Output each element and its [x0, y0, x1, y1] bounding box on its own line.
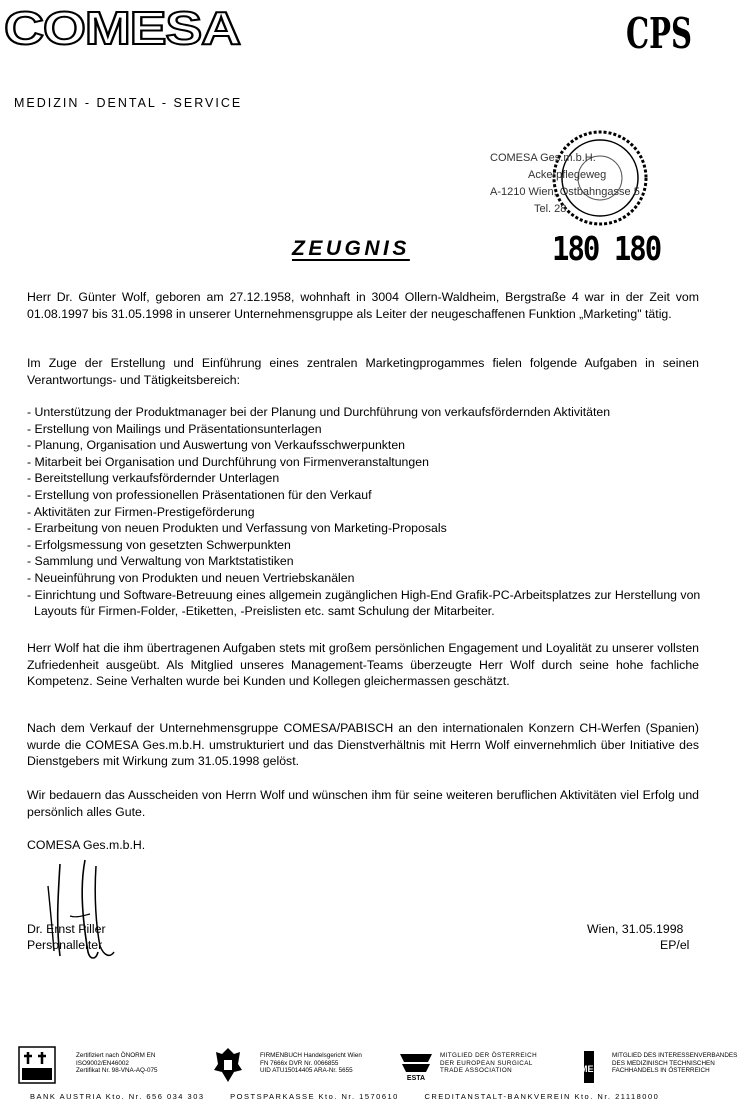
company-tagline: MEDIZIN - DENTAL - SERVICE: [14, 96, 243, 110]
registry-line: FN 7666x DVR Nr. 0066855: [260, 1059, 339, 1067]
tasks-intro-paragraph: Im Zuge der Erstellung und Einführung eines zentralen Marketingprogammes fielen folgende Aufgaben in seinen Verantwortungs- und Tätigkeitsbereich:: [27, 356, 699, 387]
stamp-number: 180 180: [552, 229, 661, 269]
imeo-text: [612, 1052, 750, 1075]
bank-detail: CREDITANSTALT-BANKVEREIN Kto. Nr. 21118000: [424, 1092, 660, 1101]
stamp-line: Tel. 28: [534, 203, 567, 215]
assessment-paragraph: Herr Wolf hat die ihm übertragenen Aufgaben stets mit großem persönlichen Engagement und Loyalität zu unserer vollsten Zufriedenheit ausgeübt. Als Mitglied unseres Management-Teams überzeugte Herr Wolf durch seine hohe fachliche Kompetenz. Seine Verhalten wurde bei Kunden und Kollegen gleichermassen geschätzt.: [27, 641, 699, 689]
sale-paragraph: Nach dem Verkauf der Unternehmensgruppe COMESA/PABISCH an den internationalen Konzern CH-Werfen (Spanien) wurde die COMESA Ges.m.b.H. umstrukturiert und das Dienstverhältnis mit Herrn Wolf einvernehmlich über Initiative des Dienstgebers mit Wirkung zum 31.05.1998 gelöst.: [27, 721, 699, 769]
task-item: - Aktivitäten zur Firmen-Prestigeförderung: [27, 504, 255, 519]
place-date: Wien, 31.05.1998: [587, 922, 684, 936]
signer-name: Dr. Ernst Piller: [27, 922, 106, 936]
registry-line: FIRMENBUCH Handelsgericht Wien: [260, 1052, 362, 1059]
membership-line: DER EUROPEAN SURGICAL: [440, 1059, 533, 1067]
stamp-line: A-1210 Wien, Ostbahngasse 5: [490, 186, 640, 198]
imeo-line: DES MEDIZINISCH TECHNISCHEN: [612, 1059, 715, 1067]
bank-details-row: [30, 1092, 750, 1101]
cert-line: Zertifikat Nr. 98-VNA-AQ-075: [76, 1067, 158, 1074]
certification-text: [76, 1052, 196, 1075]
registry-line: UID ATU15014405 ARA-Nr. 5655: [260, 1067, 353, 1074]
imeo-logo-icon: [572, 1050, 606, 1084]
esta-logo-icon: [398, 1052, 434, 1082]
imeo-logo-label: IMEO: [577, 1064, 601, 1074]
task-item: - Einrichtung und Software-Betreuung eines allgemein zugänglichen High-End Grafik-PC-Arbeitsplatzes zur Herstellung von Layouts für Firmen-Folder, -Etiketten, -Preislisten etc. samt Schulung der Mitarbeiter.: [27, 587, 701, 619]
esta-logo-label: ESTA: [406, 1075, 426, 1082]
cps-logo: [624, 2, 694, 56]
task-item: - Mitarbeit bei Organisation und Durchführung von Firmenveranstaltungen: [27, 454, 429, 469]
membership-text: [440, 1052, 552, 1075]
task-item: - Erstellung von professionellen Präsentationen für den Verkauf: [27, 487, 372, 502]
imeo-line: FACHHANDELS IN ÖSTERREICH: [612, 1067, 710, 1074]
stamp-line: Ackerpflegeweg: [528, 169, 607, 181]
task-list: [27, 404, 717, 620]
stamp-address: [490, 150, 690, 218]
coat-of-arms-icon: [212, 1046, 244, 1084]
task-item: - Neueinführung von Produkten und neuen Vertriebskanälen: [27, 570, 355, 585]
imeo-line: MITGLIED DES INTERESSENVERBANDES: [612, 1052, 738, 1059]
task-item: - Planung, Organisation und Auswertung von Verkaufsschwerpunkten: [27, 438, 406, 453]
membership-line: TRADE ASSOCIATION: [440, 1067, 513, 1074]
registry-text: [260, 1052, 385, 1075]
intro-paragraph: Herr Dr. Günter Wolf, geboren am 27.12.1958, wohnhaft in 3004 Ollern-Waldheim, Bergstraße 4 war in der Zeit vom 01.08.1997 bis 31.05.1998 in unserer Unternehmensgruppe als Leiter der neugeschaffenen Funktion „Marketing" tätig.: [27, 290, 699, 321]
task-item: - Erarbeitung von neuen Produkten und Verfassung von Marketing-Proposals: [27, 521, 447, 536]
svg-text:COMESA: COMESA: [4, 2, 240, 54]
bank-detail: POSTSPARKASSE Kto. Nr. 1570610: [230, 1092, 399, 1101]
task-item: - Erstellung von Mailings und Präsentationsunterlagen: [27, 421, 322, 436]
stamp-line: COMESA Ges.m.b.H.: [490, 152, 596, 164]
task-item: - Erfolgsmessung von gesetzten Schwerpunkten: [27, 537, 291, 552]
signer-role: Personalleiter: [27, 938, 103, 952]
cert-line: ISO9002/EN46002: [76, 1059, 129, 1067]
closing-company: COMESA Ges.m.b.H.: [27, 838, 146, 852]
bank-detail: BANK AUSTRIA Kto. Nr. 656 034 303: [30, 1092, 205, 1101]
svg-text:CPS: CPS: [626, 9, 692, 58]
comesa-logo: [2, 2, 242, 54]
certification-icon: [18, 1046, 56, 1084]
reference-initials: EP/el: [660, 938, 690, 952]
task-item: - Unterstützung der Produktmanager bei der Planung und Durchführung von verkaufsfördernden Aktivitäten: [27, 405, 611, 419]
regret-paragraph: Wir bedauern das Ausscheiden von Herrn Wolf und wünschen ihm für seine weiteren beruflichen Aktivitäten viel Erfolg und persönlich alles Gute.: [27, 788, 699, 819]
membership-line: MITGLIED DER ÖSTERREICH: [440, 1052, 538, 1059]
task-item: - Bereitstellung verkaufsfördernder Unterlagen: [27, 471, 280, 486]
task-item: - Sammlung und Verwaltung von Marktstatistiken: [27, 554, 294, 569]
document-title: ZEUGNIS: [292, 237, 410, 260]
cert-line: Zertifiziert nach ÖNORM EN: [76, 1052, 156, 1059]
